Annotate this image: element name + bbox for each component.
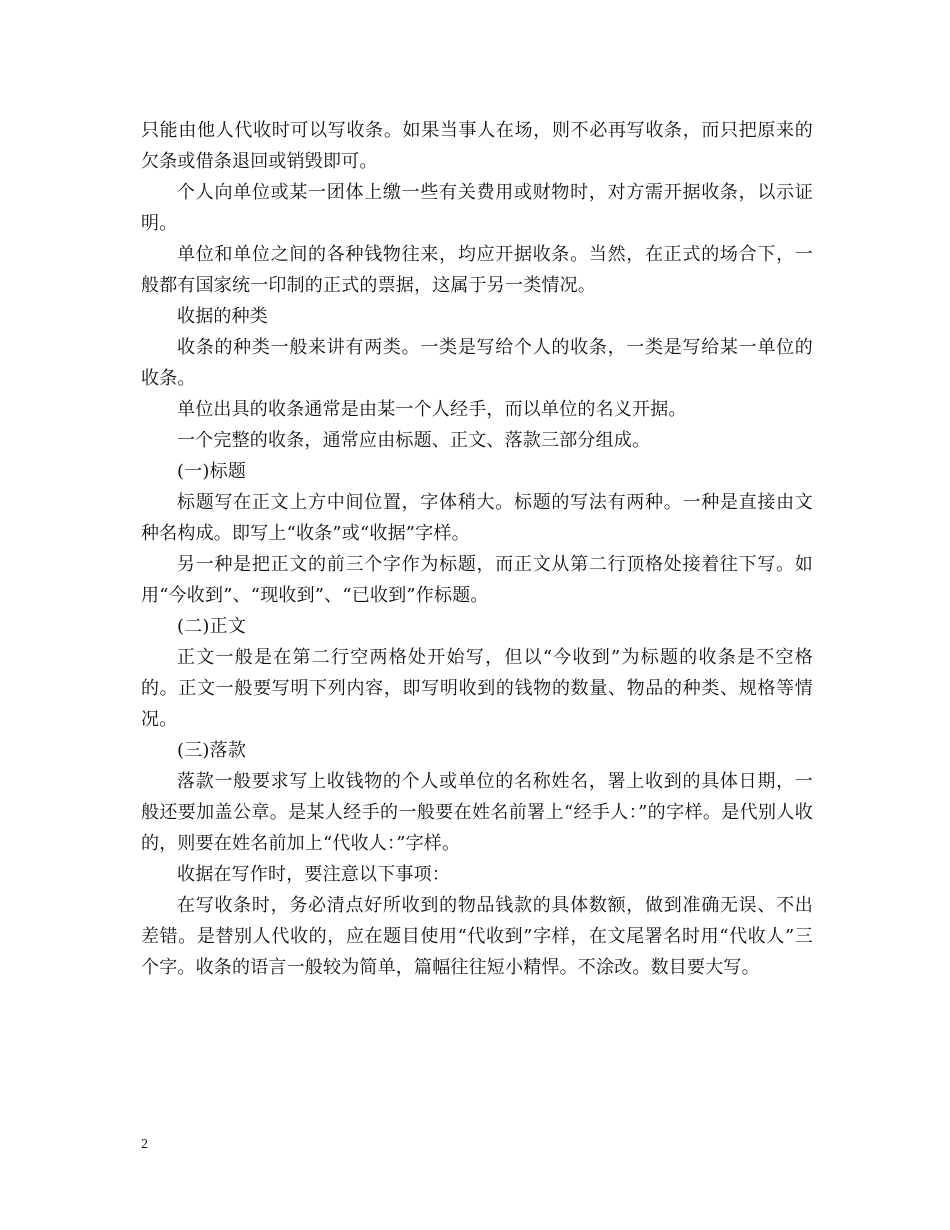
paragraph-unit-receipt: 单位出具的收条通常是由某一个人经手，而以单位的名义开据。	[177, 399, 687, 420]
paragraph-three-parts: 一个完整的收条，通常应由标题、正文、落款三部分组成。	[177, 430, 651, 451]
paragraph-individual-payment: 个人向单位或某一团体上缴一些有关费用或财物时，对方需开据收条，以示证明。	[141, 182, 813, 234]
paragraph-two-types: 收条的种类一般来讲有两类。一类是写给个人的收条，一类是写给某一单位的收条。	[141, 337, 813, 389]
paragraph-unit-transactions: 单位和单位之间的各种钱物往来，均应开据收条。当然，在正式的场合下，一般都有国家统一印制的正式的票据，这属于另一类情况。	[141, 244, 813, 296]
paragraph-writing-notes: 在写收条时，务必清点好所收到的物品钱款的具体数额，做到准确无误、不出差错。是替别人代收的，应在题目使用“代收到”字样，在文尾署名时用“代收人”三个字。收条的语言一般较为简单，篇幅往往短小精悍。不涂改。数目要大写。	[141, 895, 813, 978]
paragraph-title-alternative: 另一种是把正文的前三个字作为标题，而正文从第二行顶格处接着往下写。如用“今收到”、“现收到”、“已收到”作标题。	[141, 554, 813, 606]
paragraph-title-description: 标题写在正文上方中间位置，字体稍大。标题的写法有两种。一种是直接由文种名构成。即写上“收条”或“收据”字样。	[141, 492, 813, 544]
section-heading-signature: (三)落款	[177, 740, 247, 761]
section-heading-receipt-types: 收据的种类	[177, 306, 268, 327]
paragraph-notes-heading: 收据在写作时，要注意以下事项：	[177, 864, 450, 885]
section-heading-body: (二)正文	[177, 616, 247, 637]
paragraph-body-description: 正文一般是在第二行空两格处开始写，但以“今收到”为标题的收条是不空格的。正文一般要写明下列内容，即写明收到的钱物的数量、物品的种类、规格等情况。	[141, 647, 813, 730]
paragraph-signature-description: 落款一般要求写上收钱物的个人或单位的名称姓名，署上收到的具体日期，一般还要加盖公章。是某人经手的一般要在姓名前署上“经手人：”的字样。是代别人收的，则要在姓名前加上“代收人：”字样。	[141, 771, 813, 854]
section-heading-title: (一)标题	[177, 461, 247, 482]
paragraph-continuation: 只能由他人代收时可以写收条。如果当事人在场，则不必再写收条，而只把原来的欠条或借条退回或销毁即可。	[141, 120, 813, 172]
page-body	[141, 115, 813, 983]
page-number: 2	[141, 1137, 148, 1152]
